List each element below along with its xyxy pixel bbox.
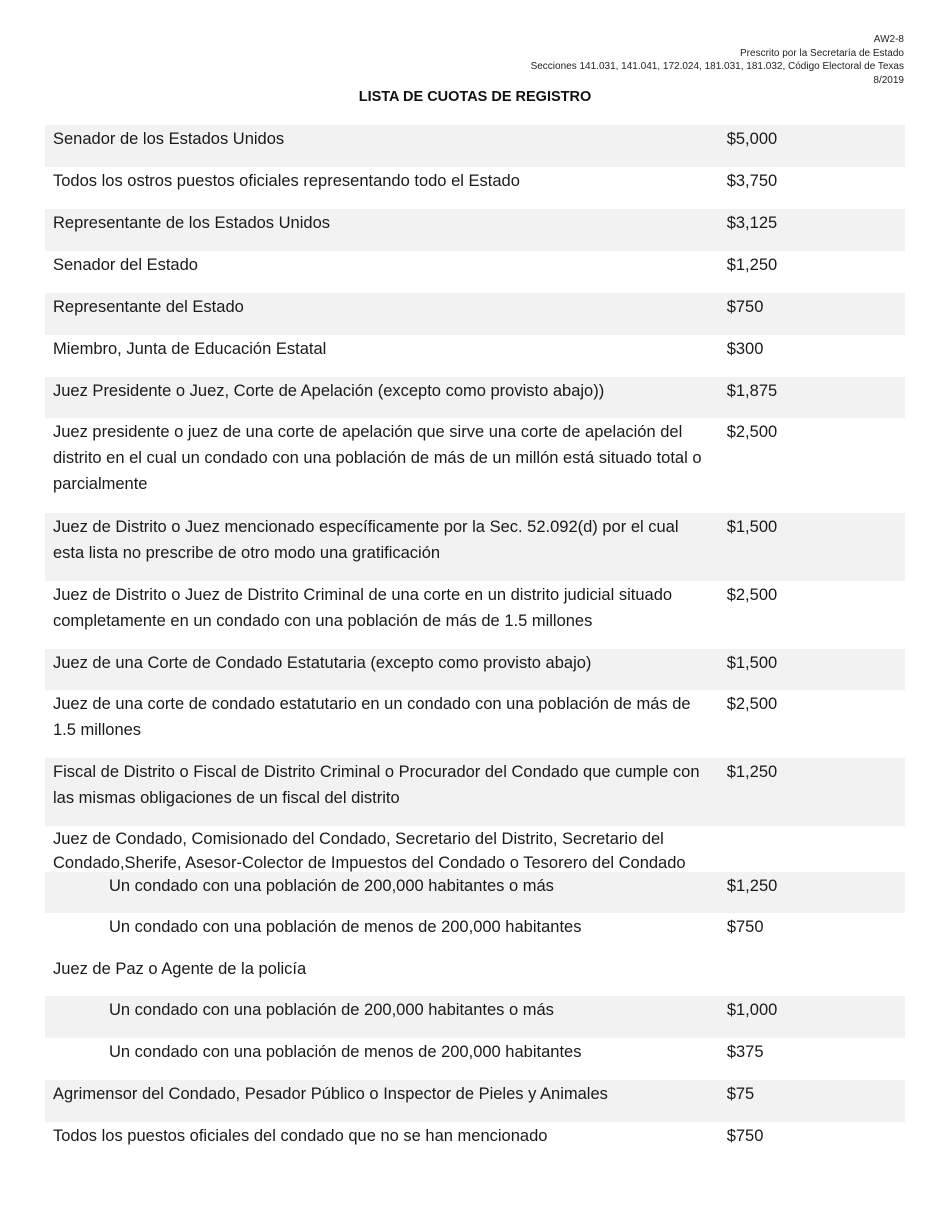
table-row — [45, 1080, 905, 1122]
row-description: Un condado con una población de menos de 200,000 habitantes — [109, 1043, 582, 1061]
row-description: Un condado con una población de 200,000 habitantes o más — [109, 877, 554, 895]
table-row — [45, 251, 905, 293]
statute-sections: Secciones 141.031, 141.041, 172.024, 181.031, 181.032, Código Electoral de Texas — [530, 61, 904, 72]
row-description: Juez presidente o juez de una corte de apelación que sirve una corte de apelación del distrito en el cual un condado con una población de más de un millón está situado total o parcialmente — [53, 423, 702, 493]
table-row — [45, 377, 905, 418]
row-description: Representante de los Estados Unidos — [53, 214, 331, 232]
row-fee: $2,500 — [726, 423, 778, 441]
form-id: AW2-8 — [873, 34, 904, 45]
table-row — [45, 955, 905, 996]
page-title: LISTA DE CUOTAS DE REGISTRO — [358, 89, 592, 105]
row-description: Un condado con una población de menos de 200,000 habitantes — [109, 918, 582, 936]
row-fee: $750 — [726, 918, 764, 936]
row-description: Juez de Distrito o Juez mencionado específicamente por la Sec. 52.092(d) por el cual esta lista no prescribe de otro modo una gratificación — [53, 518, 679, 562]
row-description: Fiscal de Distrito o Fiscal de Distrito Criminal o Procurador del Condado que cumple con las mismas obligaciones de un fiscal del distrito — [53, 763, 700, 807]
row-description: Senador del Estado — [53, 256, 198, 274]
table-row — [45, 581, 905, 649]
table-row — [45, 690, 905, 758]
row-fee: $1,000 — [726, 1001, 778, 1019]
row-fee — [711, 955, 905, 996]
table-row — [45, 649, 905, 690]
row-fee: $3,750 — [726, 172, 778, 190]
row-description: Juez de Condado, Comisionado del Condado, Secretario del Distrito, Secretario del Condado,Sherife, Asesor-Colector de Impuestos del Condado o Tesorero del Condado — [53, 830, 686, 872]
table-row — [45, 1038, 905, 1080]
table-row — [45, 996, 905, 1038]
row-fee: $300 — [726, 340, 764, 358]
row-fee: $1,250 — [726, 877, 778, 895]
table-row — [45, 293, 905, 335]
row-fee: $1,875 — [726, 382, 778, 400]
row-fee — [711, 826, 905, 872]
form-date: 8/2019 — [873, 74, 904, 86]
table-row — [45, 513, 905, 581]
row-fee: $3,125 — [726, 214, 778, 232]
row-fee: $1,500 — [726, 654, 778, 672]
table-row — [45, 872, 905, 913]
form-header — [531, 33, 904, 87]
row-description: Todos los puestos oficiales del condado que no se han mencionado — [53, 1127, 548, 1145]
row-description: Juez de Distrito o Juez de Distrito Criminal de una corte en un distrito judicial situado completamente en un condado con una población de más de 1.5 millones — [53, 586, 673, 630]
table-row — [45, 758, 905, 826]
row-fee: $75 — [726, 1085, 755, 1103]
row-fee: $750 — [726, 298, 764, 316]
table-row — [45, 125, 905, 167]
table-row — [45, 913, 905, 955]
table-row — [45, 335, 905, 377]
table-row — [45, 1122, 905, 1164]
row-fee: $375 — [726, 1043, 764, 1061]
table-row — [45, 167, 905, 209]
table-row — [45, 418, 905, 513]
row-description: Representante del Estado — [53, 298, 244, 316]
row-description: Senador de los Estados Unidos — [53, 130, 285, 148]
row-description: Juez de una corte de condado estatutario en un condado con una población de más de 1.5 millones — [53, 695, 691, 739]
fee-table — [45, 125, 905, 1164]
table-row — [45, 826, 905, 872]
row-description: Miembro, Junta de Educación Estatal — [53, 340, 327, 358]
row-fee: $750 — [726, 1127, 764, 1145]
row-fee: $1,500 — [726, 518, 778, 536]
row-fee: $2,500 — [726, 695, 778, 713]
row-description: Juez de Paz o Agente de la policía — [53, 960, 307, 978]
row-fee: $2,500 — [726, 586, 778, 604]
row-description: Juez Presidente o Juez, Corte de Apelación (excepto como provisto abajo)) — [53, 382, 605, 400]
prescribed-by: Prescrito por la Secretaría de Estado — [740, 47, 904, 59]
row-fee: $1,250 — [726, 763, 778, 781]
row-fee: $1,250 — [726, 256, 778, 274]
row-description: Todos los ostros puestos oficiales representando todo el Estado — [53, 172, 520, 190]
table-row — [45, 209, 905, 251]
row-fee: $5,000 — [726, 130, 778, 148]
row-description: Un condado con una población de 200,000 habitantes o más — [109, 1001, 554, 1019]
row-description: Juez de una Corte de Condado Estatutaria (excepto como provisto abajo) — [53, 654, 592, 672]
row-description: Agrimensor del Condado, Pesador Público o Inspector de Pieles y Animales — [53, 1085, 608, 1103]
